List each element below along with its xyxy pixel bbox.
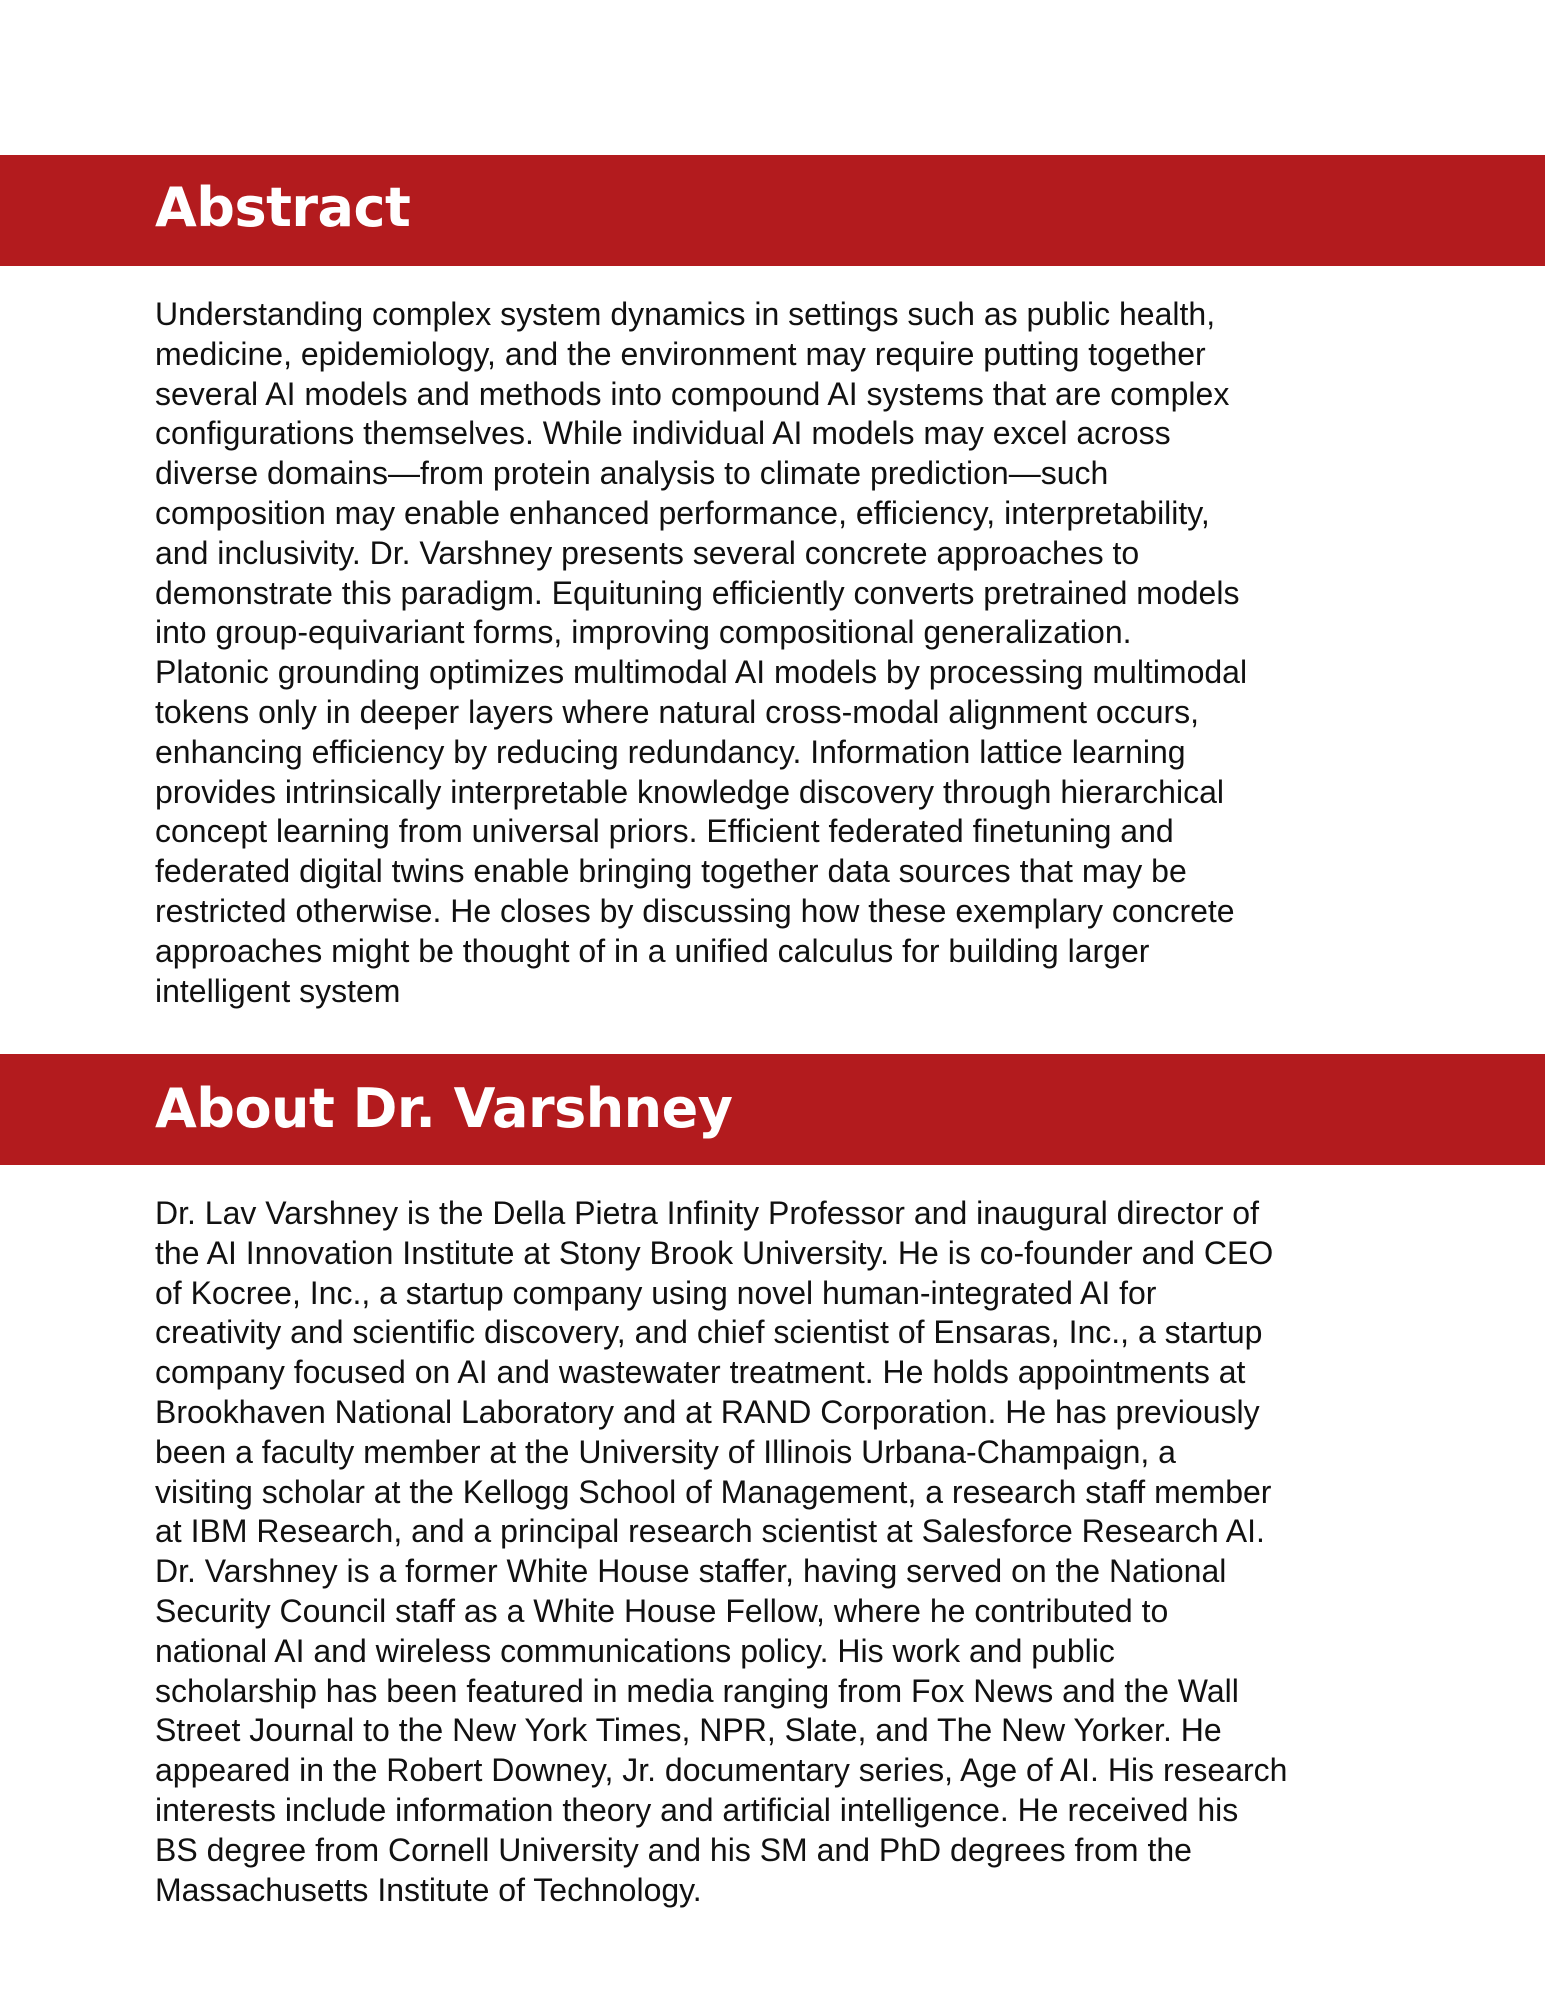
text-line: Platonic grounding optimizes multimodal AI models by processing multimodal [155, 654, 1248, 691]
text-line: Dr. Lav Varshney is the Della Pietra Infinity Professor and inaugural director of [155, 1195, 1259, 1231]
text-line: the AI Innovation Institute at Stony Brook University. He is co-founder and CEO [155, 1234, 1274, 1271]
text-line: creativity and scientific discovery, and chief scientist of Ensaras, Inc., a startup [155, 1314, 1263, 1351]
text-line: provides intrinsically interpretable knowledge discovery through hierarchical [155, 773, 1224, 810]
text-line: composition may enable enhanced performance, efficiency, interpretability, [155, 494, 1210, 531]
text-line: concept learning from universal priors. Efficient federated finetuning and [155, 813, 1174, 850]
text-line: scholarship has been featured in media ranging from Fox News and the Wall [155, 1672, 1239, 1709]
text-line: company focused on AI and wastewater treatment. He holds appointments at [155, 1354, 1246, 1391]
text-line: at IBM Research, and a principal research scientist at Salesforce Research AI. [155, 1513, 1265, 1550]
text-line: enhancing efficiency by reducing redundancy. Information lattice learning [155, 733, 1186, 770]
text-line: intelligent system [155, 972, 401, 1009]
text-line: appeared in the Robert Downey, Jr. documentary series, Age of AI. His research [155, 1752, 1288, 1789]
abstract-paragraph [155, 295, 1390, 1011]
about-heading: About Dr. Varshney [155, 1077, 733, 1140]
text-line: interests include information theory and artificial intelligence. He received his [155, 1791, 1239, 1828]
text-line: Dr. Varshney is a former White House staffer, having served on the National [155, 1553, 1227, 1590]
text-line: into group-equivariant forms, improving compositional generalization. [155, 614, 1132, 651]
text-line: been a faculty member at the University of Illinois Urbana-Champaign, a [155, 1433, 1176, 1470]
text-line: configurations themselves. While individual AI models may excel across [155, 415, 1171, 452]
text-line: national AI and wireless communications policy. His work and public [155, 1632, 1115, 1669]
text-line: Brookhaven National Laboratory and at RAND Corporation. He has previously [155, 1393, 1260, 1430]
abstract-heading: Abstract [155, 176, 411, 239]
text-line: Security Council staff as a White House Fellow, where he contributed to [155, 1592, 1169, 1629]
text-line: of Kocree, Inc., a startup company using novel human-integrated AI for [155, 1274, 1157, 1311]
abstract-banner [0, 155, 1545, 266]
text-line: restricted otherwise. He closes by discussing how these exemplary concrete [155, 892, 1235, 929]
text-line: BS degree from Cornell University and his SM and PhD degrees from the [155, 1831, 1192, 1868]
text-line: and inclusivity. Dr. Varshney presents several concrete approaches to [155, 534, 1140, 571]
text-line: Understanding complex system dynamics in settings such as public health, [155, 296, 1216, 332]
text-line: tokens only in deeper layers where natural cross-modal alignment occurs, [155, 693, 1200, 730]
text-line: approaches might be thought of in a unified calculus for building larger [155, 932, 1150, 969]
about-banner [0, 1054, 1545, 1165]
text-line: medicine, epidemiology, and the environment may require putting together [155, 335, 1206, 372]
text-line: demonstrate this paradigm. Equituning efficiently converts pretrained models [155, 574, 1240, 611]
text-line: several AI models and methods into compound AI systems that are complex [155, 375, 1230, 412]
text-line: Street Journal to the New York Times, NPR, Slate, and The New Yorker. He [155, 1712, 1222, 1749]
text-line: diverse domains—from protein analysis to climate prediction—such [155, 455, 1109, 492]
text-line: federated digital twins enable bringing together data sources that may be [155, 853, 1187, 890]
about-paragraph [155, 1194, 1390, 1910]
text-line: Massachusetts Institute of Technology. [155, 1871, 702, 1908]
text-line: visiting scholar at the Kellogg School of Management, a research staff member [155, 1473, 1272, 1510]
